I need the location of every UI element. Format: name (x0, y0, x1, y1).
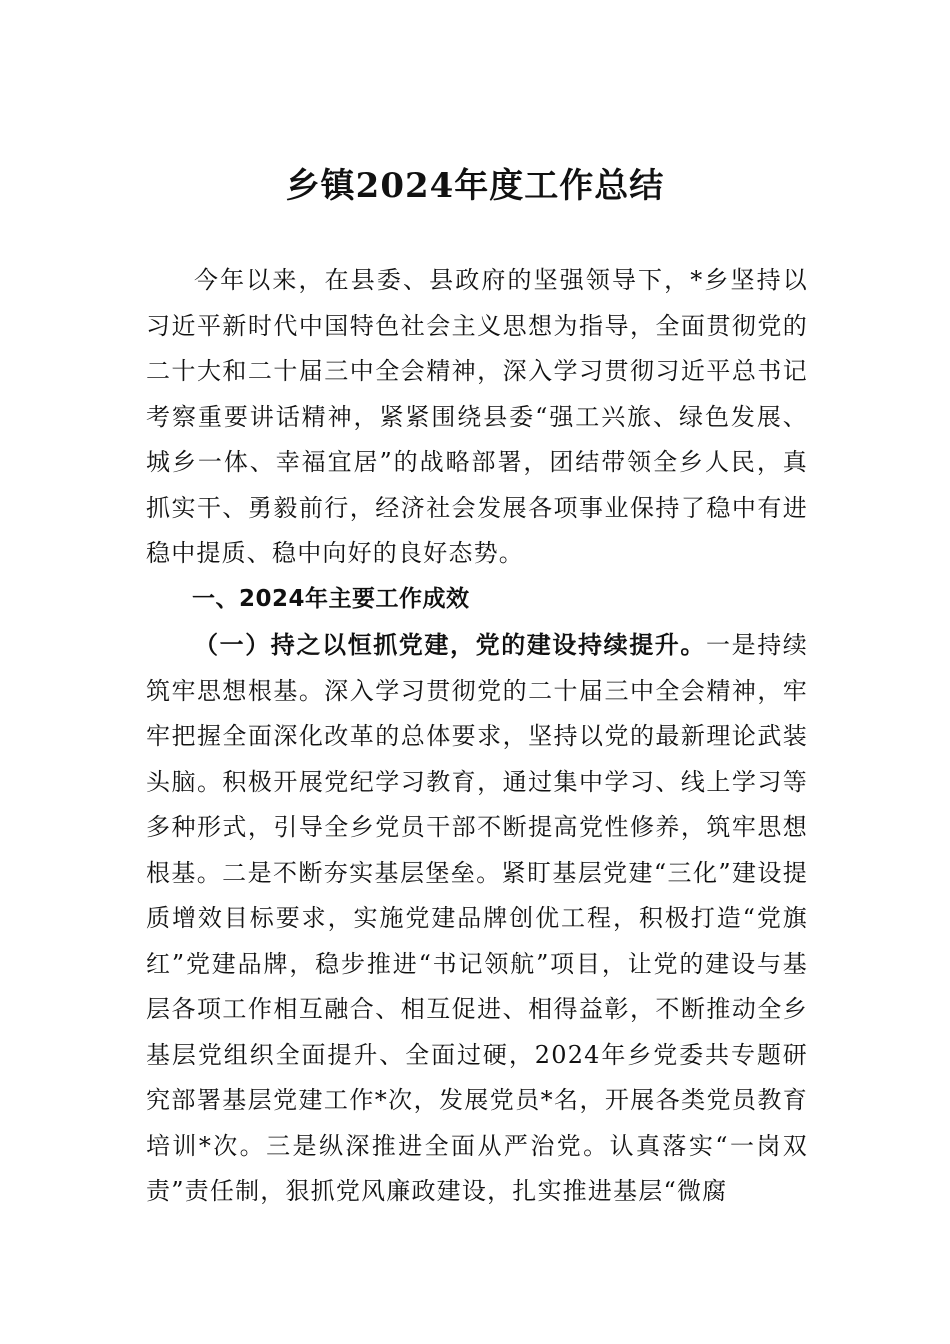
intro-paragraph: 今年以来，在县委、县政府的坚强领导下，*乡坚持以习近平新时代中国特色社会主义思想为指导，全面贯彻党的二十大和二十届三中全会精神，深入学习贯彻习近平总书记考察重要讲话精神，紧紧围绕县委“强工兴旅、绿色发展、城乡一体、幸福宜居”的战略部署，团结带领全乡人民，真抓实干、勇毅前行，经济社会发展各项事业保持了稳中有进稳中提质、稳中向好的良好态势。 (146, 266, 808, 567)
section-heading: 一、2024年主要工作成效 (192, 585, 470, 612)
document-title: 乡镇2024年度工作总结 (285, 166, 665, 206)
document-body (146, 258, 808, 1215)
subsection-body: 一是持续筑牢思想根基。深入学习贯彻党的二十届三中全会精神，牢牢把握全面深化改革的总体要求，坚持以党的最新理论武装头脑。积极开展党纪学习教育，通过集中学习、线上学习等多种形式，引导全乡党员干部不断提高党性修养，筑牢思想根基。二是不断夯实基层堡垒。紧盯基层党建“三化”建设提质增效目标要求，实施党建品牌创优工程，积极打造“党旗红”党建品牌，稳步推进“书记领航”项目，让党的建设与基层各项工作相互融合、相互促进、相得益彰，不断推动全乡基层党组织全面提升、全面过硬，2024年乡党委共专题研究部署基层党建工作*次，发展党员*名，开展各类党员教育培训*次。三是纵深推进全面从严治党。认真落实“一岗双责”责任制，狠抓党风廉政建设，扎实推进基层“微腐 (146, 631, 808, 1205)
subsection-lead: （一）持之以恒抓党建，党的建设持续提升。 (194, 630, 706, 659)
subsection-paragraph (146, 622, 808, 1215)
